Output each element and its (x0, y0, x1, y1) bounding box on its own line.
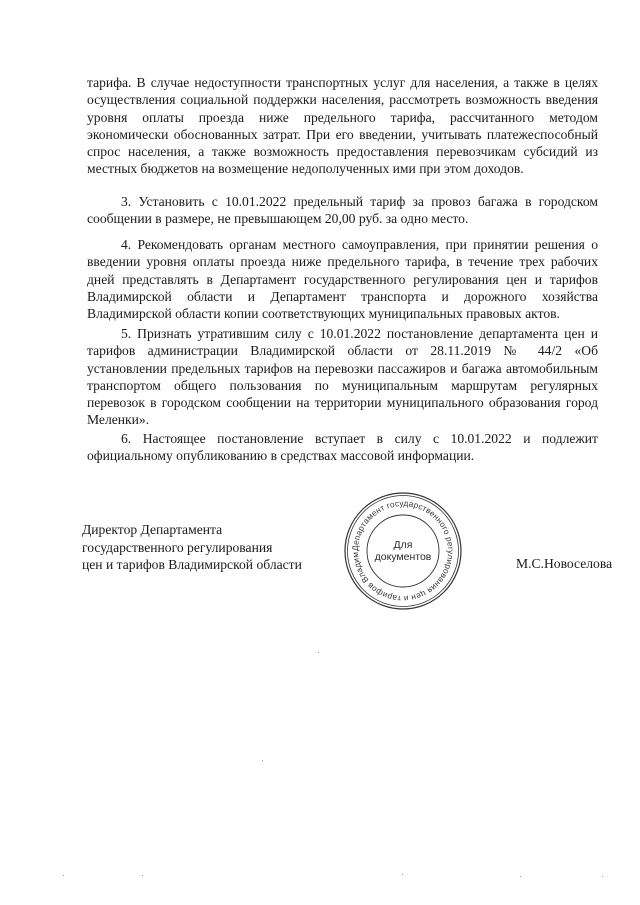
official-stamp (342, 490, 464, 612)
signatory-title-line: цен и тарифов Владимирской области (82, 557, 302, 572)
signatory-title-line: государственного регулирования (82, 539, 273, 555)
paragraph-item-6: 6. Настоящее постановление вступает в силу с 10.01.2022 и подлежит официальному опубликованию в средствах массовой информации. (87, 431, 598, 464)
paragraph-item-5: 5. Признать утратившим силу с 10.01.2022 постановление департамента цен и тарифов администрации Владимирской области от 28.11.2019 № 44/2 «Об установлении предельных тарифов на перевозки пассажиров и багажа автомобильным транспортом общего пользования по муниципальным маршрутам регулярных перевозок в городском сообщении на территории муниципального образования город Меленки». (87, 326, 598, 428)
paragraph-continuation: тарифа. В случае недоступности транспортных услуг для населения, а также в целях осуществления социальной поддержки населения, рассмотреть возможность введения уровня оплаты проезда ниже предельного тарифа, рассчитанного методом экономически обоснованных затрат. При его введении, учитывать платежеспособный спрос населения, а также возможность предоставления перевозчикам субсидий из местных бюджетов на возмещение недополученных ими при этом доходов. (87, 75, 598, 177)
scan-speck (142, 875, 143, 876)
scan-speck (520, 876, 521, 877)
scan-speck (318, 652, 319, 653)
signatory-title (82, 521, 302, 574)
paragraph-item-4: 4. Рекомендовать органам местного самоуправления, при принятии решения о введении уровня оплаты проезда ниже предельного тарифа, в течение трех рабочих дней представлять в Департамент государственного регулирования цен и тарифов Владимирской области и Департамент транспорта и дорожного хозяйства Владимирской области копии соответствующих муниципальных правовых актов. (87, 237, 598, 322)
scan-speck (402, 874, 403, 875)
stamp-ring-text: Департамент государственного регулирования цен и тарифов Владим (350, 498, 456, 604)
scan-speck (63, 875, 64, 876)
signatory-title-line: Директор Департамента (82, 522, 223, 537)
paragraph-item-3: 3. Установить с 10.01.2022 предельный тариф за провоз багажа в городском сообщении в размере, не превышающем 20,00 руб. за одно место. (87, 194, 598, 227)
scan-speck (262, 760, 263, 761)
stamp-center-line: Для (393, 539, 413, 551)
stamp-center-text (342, 490, 464, 612)
signatory-name: М.С.Новоселова (516, 556, 613, 571)
stamp-center-line: документов (374, 551, 432, 563)
scan-speck (602, 876, 603, 877)
